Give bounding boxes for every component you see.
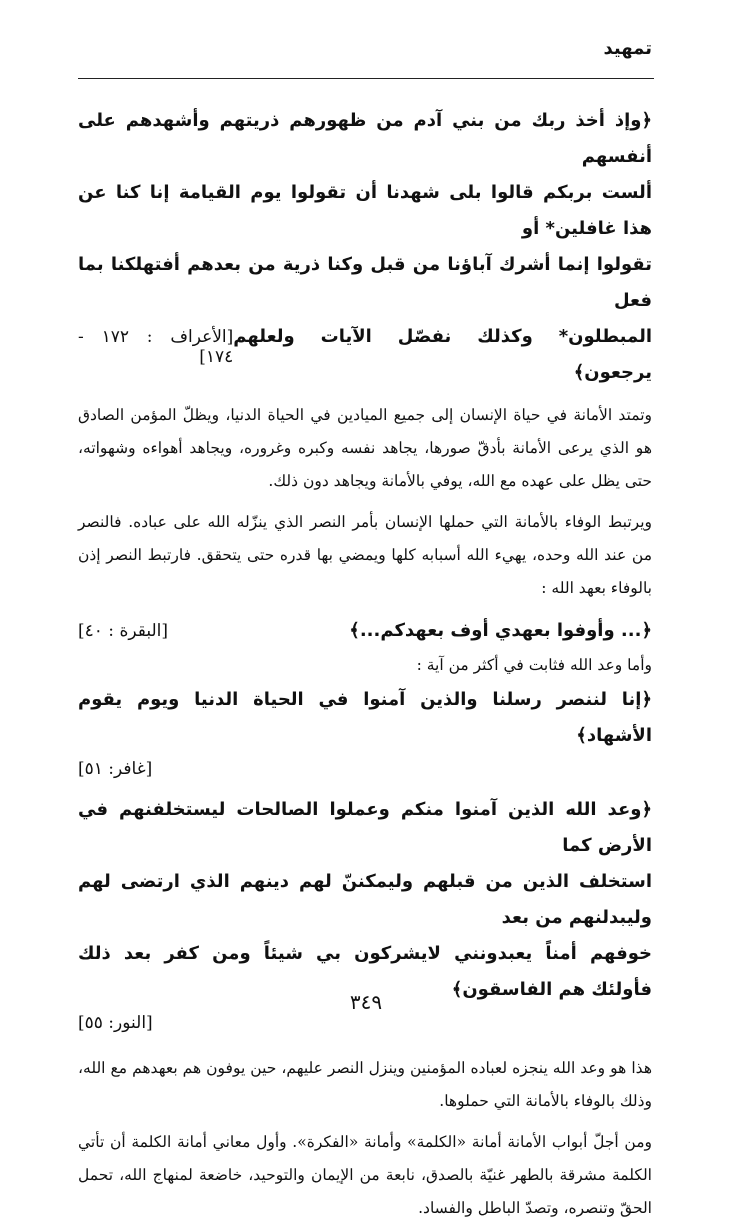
verse-line: ﴿وعد الله الذين آمنوا منكم وعملوا الصالحات ليستخلفنهم في الأرض كما bbox=[78, 799, 652, 856]
paragraph: وتمتد الأمانة في حياة الإنسان إلى جميع الميادين في الحياة الدنيا، ويظلّ المؤمن الصادق هو الذي يرعى الأمانة بأدقّ صورها، يجاهد نفسه وكبره وغروره، ويجاهد أهواءه وشهواته، حتى يظل على عهده مع الله، يوفي بالأمانة ويجاهد دون ذلك. bbox=[78, 406, 652, 490]
verse-reference: [الأعراف : ١٧٢ - ١٧٤] bbox=[78, 327, 234, 367]
page-body bbox=[78, 103, 652, 1225]
paragraph: ويرتبط الوفاء بالأمانة التي حملها الإنسان بأمر النصر الذي ينزّله الله على عباده. فالنصر من عند الله وحده، يهيء الله أسبابه كلها ويمضي بها قدره حتى يتحقق. فارتبط النصر إذن بالوفاء بعهد الله : bbox=[78, 513, 652, 597]
verse-line: ألست بربكم قالوا بلى شهدنا أن تقولوا يوم القيامة إنا كنا عن هذا غافلين* أو bbox=[78, 182, 652, 239]
paragraph: وأما وعد الله فثابت في أكثر من آية : bbox=[416, 656, 652, 674]
page-number: ٣٤٩ bbox=[349, 990, 383, 1014]
quran-block-araf bbox=[78, 103, 652, 391]
verse-line: ﴿... وأوفوا بعهدي أوف بعهدكم...﴾ bbox=[349, 620, 652, 641]
verse-reference: [النور: ٥٥] bbox=[78, 1013, 153, 1033]
verse-line: خوفهم أمناً يعبدونني لايشركون بي شيئاً ومن كفر بعد ذلك فأولئك هم الفاسقون﴾ bbox=[78, 943, 652, 1000]
quran-block-ghafir bbox=[78, 682, 652, 784]
verse-reference: [البقرة : ٤٠] bbox=[78, 621, 168, 641]
verse-line: استخلف الذين من قبلهم وليمكننّ لهم دينهم الذي ارتضى لهم وليبدلنهم من بعد bbox=[78, 871, 652, 928]
verse-line: تقولوا إنما أشرك آباؤنا من قبل وكنا ذرية من بعدهم أفتهلكنا بما فعل bbox=[78, 254, 652, 311]
verse-reference: [غافر: ٥١] bbox=[78, 759, 153, 779]
verse-line: ﴿وإذ أخذ ربك من بني آدم من ظهورهم ذريتهم وأشهدهم على أنفسهم bbox=[78, 110, 652, 167]
verse-line: المبطلون* وكذلك نفصّل الآيات ولعلهم يرجعون﴾ bbox=[233, 326, 652, 383]
quran-block-baqara bbox=[78, 613, 652, 649]
header-rule bbox=[78, 78, 654, 79]
paragraph: ومن أجلّ أبواب الأمانة أمانة «الكلمة» وأمانة «الفكرة». وأول معاني أمانة الكلمة أن تأتي الكلمة مشرقة بالطهر غنيّة بالصدق، نابعة من الإيمان والتوحيد، خاضعة لمنهاج الله، تحمل الحقّ وتنصره، وتصدّ الباطل والفساد. bbox=[78, 1133, 652, 1217]
paragraph: هذا هو وعد الله ينجزه لعباده المؤمنين وينزل النصر عليهم، حين يوفون هم بعهدهم مع الله، وذلك بالوفاء بالأمانة التي حملوها. bbox=[78, 1059, 652, 1110]
verse-line: ﴿إنا لننصر رسلنا والذين آمنوا في الحياة الدنيا ويوم يقوم الأشهاد﴾ bbox=[78, 689, 652, 746]
running-header: تمهيد bbox=[603, 38, 652, 59]
